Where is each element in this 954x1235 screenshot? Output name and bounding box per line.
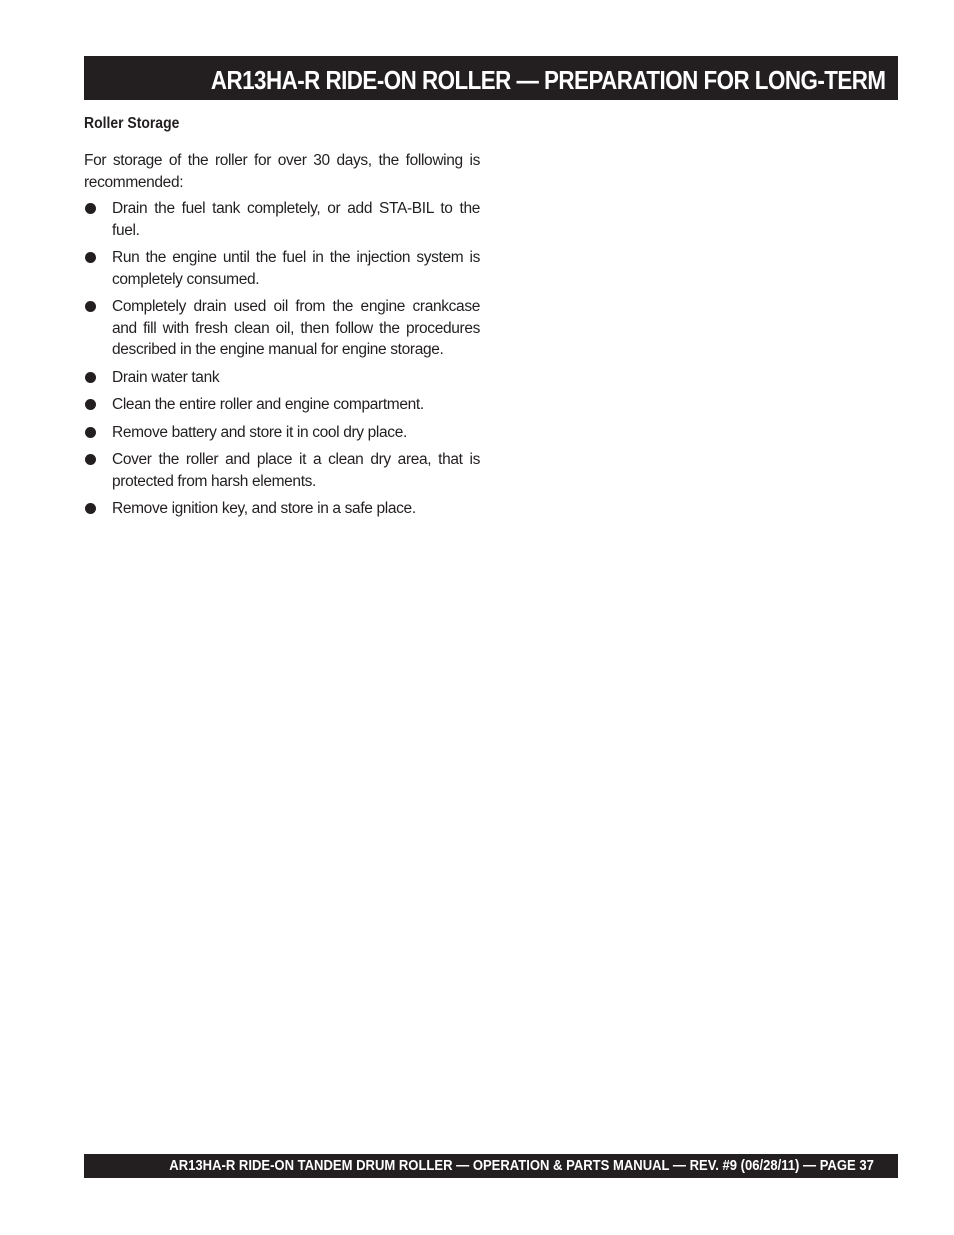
list-item-text: Drain the fuel tank completely, or add STA-BIL to the fuel. bbox=[112, 200, 480, 239]
page-title: AR13HA-R RIDE-ON ROLLER — PREPARATION FOR LONG-TERM bbox=[211, 65, 886, 95]
bullet-icon bbox=[85, 454, 96, 465]
list-item bbox=[84, 198, 480, 241]
list-item bbox=[84, 367, 480, 389]
section-heading: Roller Storage bbox=[84, 115, 180, 132]
bullet-icon bbox=[85, 203, 96, 214]
intro-paragraph: For storage of the roller for over 30 days, the following is recommended: bbox=[84, 152, 480, 191]
page-footer-bar bbox=[84, 1154, 898, 1178]
bullet-icon bbox=[85, 252, 96, 263]
main-content bbox=[84, 112, 480, 526]
list-item bbox=[84, 247, 480, 290]
list-item-text: Remove ignition key, and store in a safe place. bbox=[112, 500, 416, 517]
list-item bbox=[84, 449, 480, 492]
storage-steps-list bbox=[84, 198, 480, 520]
list-item-text: Remove battery and store it in cool dry place. bbox=[112, 423, 407, 441]
bullet-icon bbox=[85, 399, 96, 410]
bullet-icon bbox=[85, 503, 96, 514]
list-item bbox=[84, 422, 480, 444]
list-item-text: Run the engine until the fuel in the injection system is completely consumed. bbox=[112, 249, 480, 288]
bullet-icon bbox=[85, 427, 96, 438]
list-item bbox=[84, 394, 480, 416]
page-title-overflow: STORAGE bbox=[779, 101, 886, 131]
list-item-text: Completely drain used oil from the engine crankcase and fill with fresh clean oil, then follow the procedures described in the engine manual for engine storage. bbox=[112, 298, 480, 358]
bullet-icon bbox=[85, 301, 96, 312]
list-item-text: Drain water tank bbox=[112, 368, 220, 386]
list-item bbox=[84, 498, 480, 520]
list-item-text: Cover the roller and place it a clean dry area, that is protected from harsh elements. bbox=[112, 451, 480, 490]
bullet-icon bbox=[85, 372, 96, 383]
list-item-text: Clean the entire roller and engine compartment. bbox=[112, 396, 424, 413]
list-item bbox=[84, 296, 480, 361]
footer-text: AR13HA-R RIDE-ON TANDEM DRUM ROLLER — OPERATION & PARTS MANUAL — REV. #9 (06/28/11) — PAGE 37 bbox=[169, 1158, 874, 1174]
